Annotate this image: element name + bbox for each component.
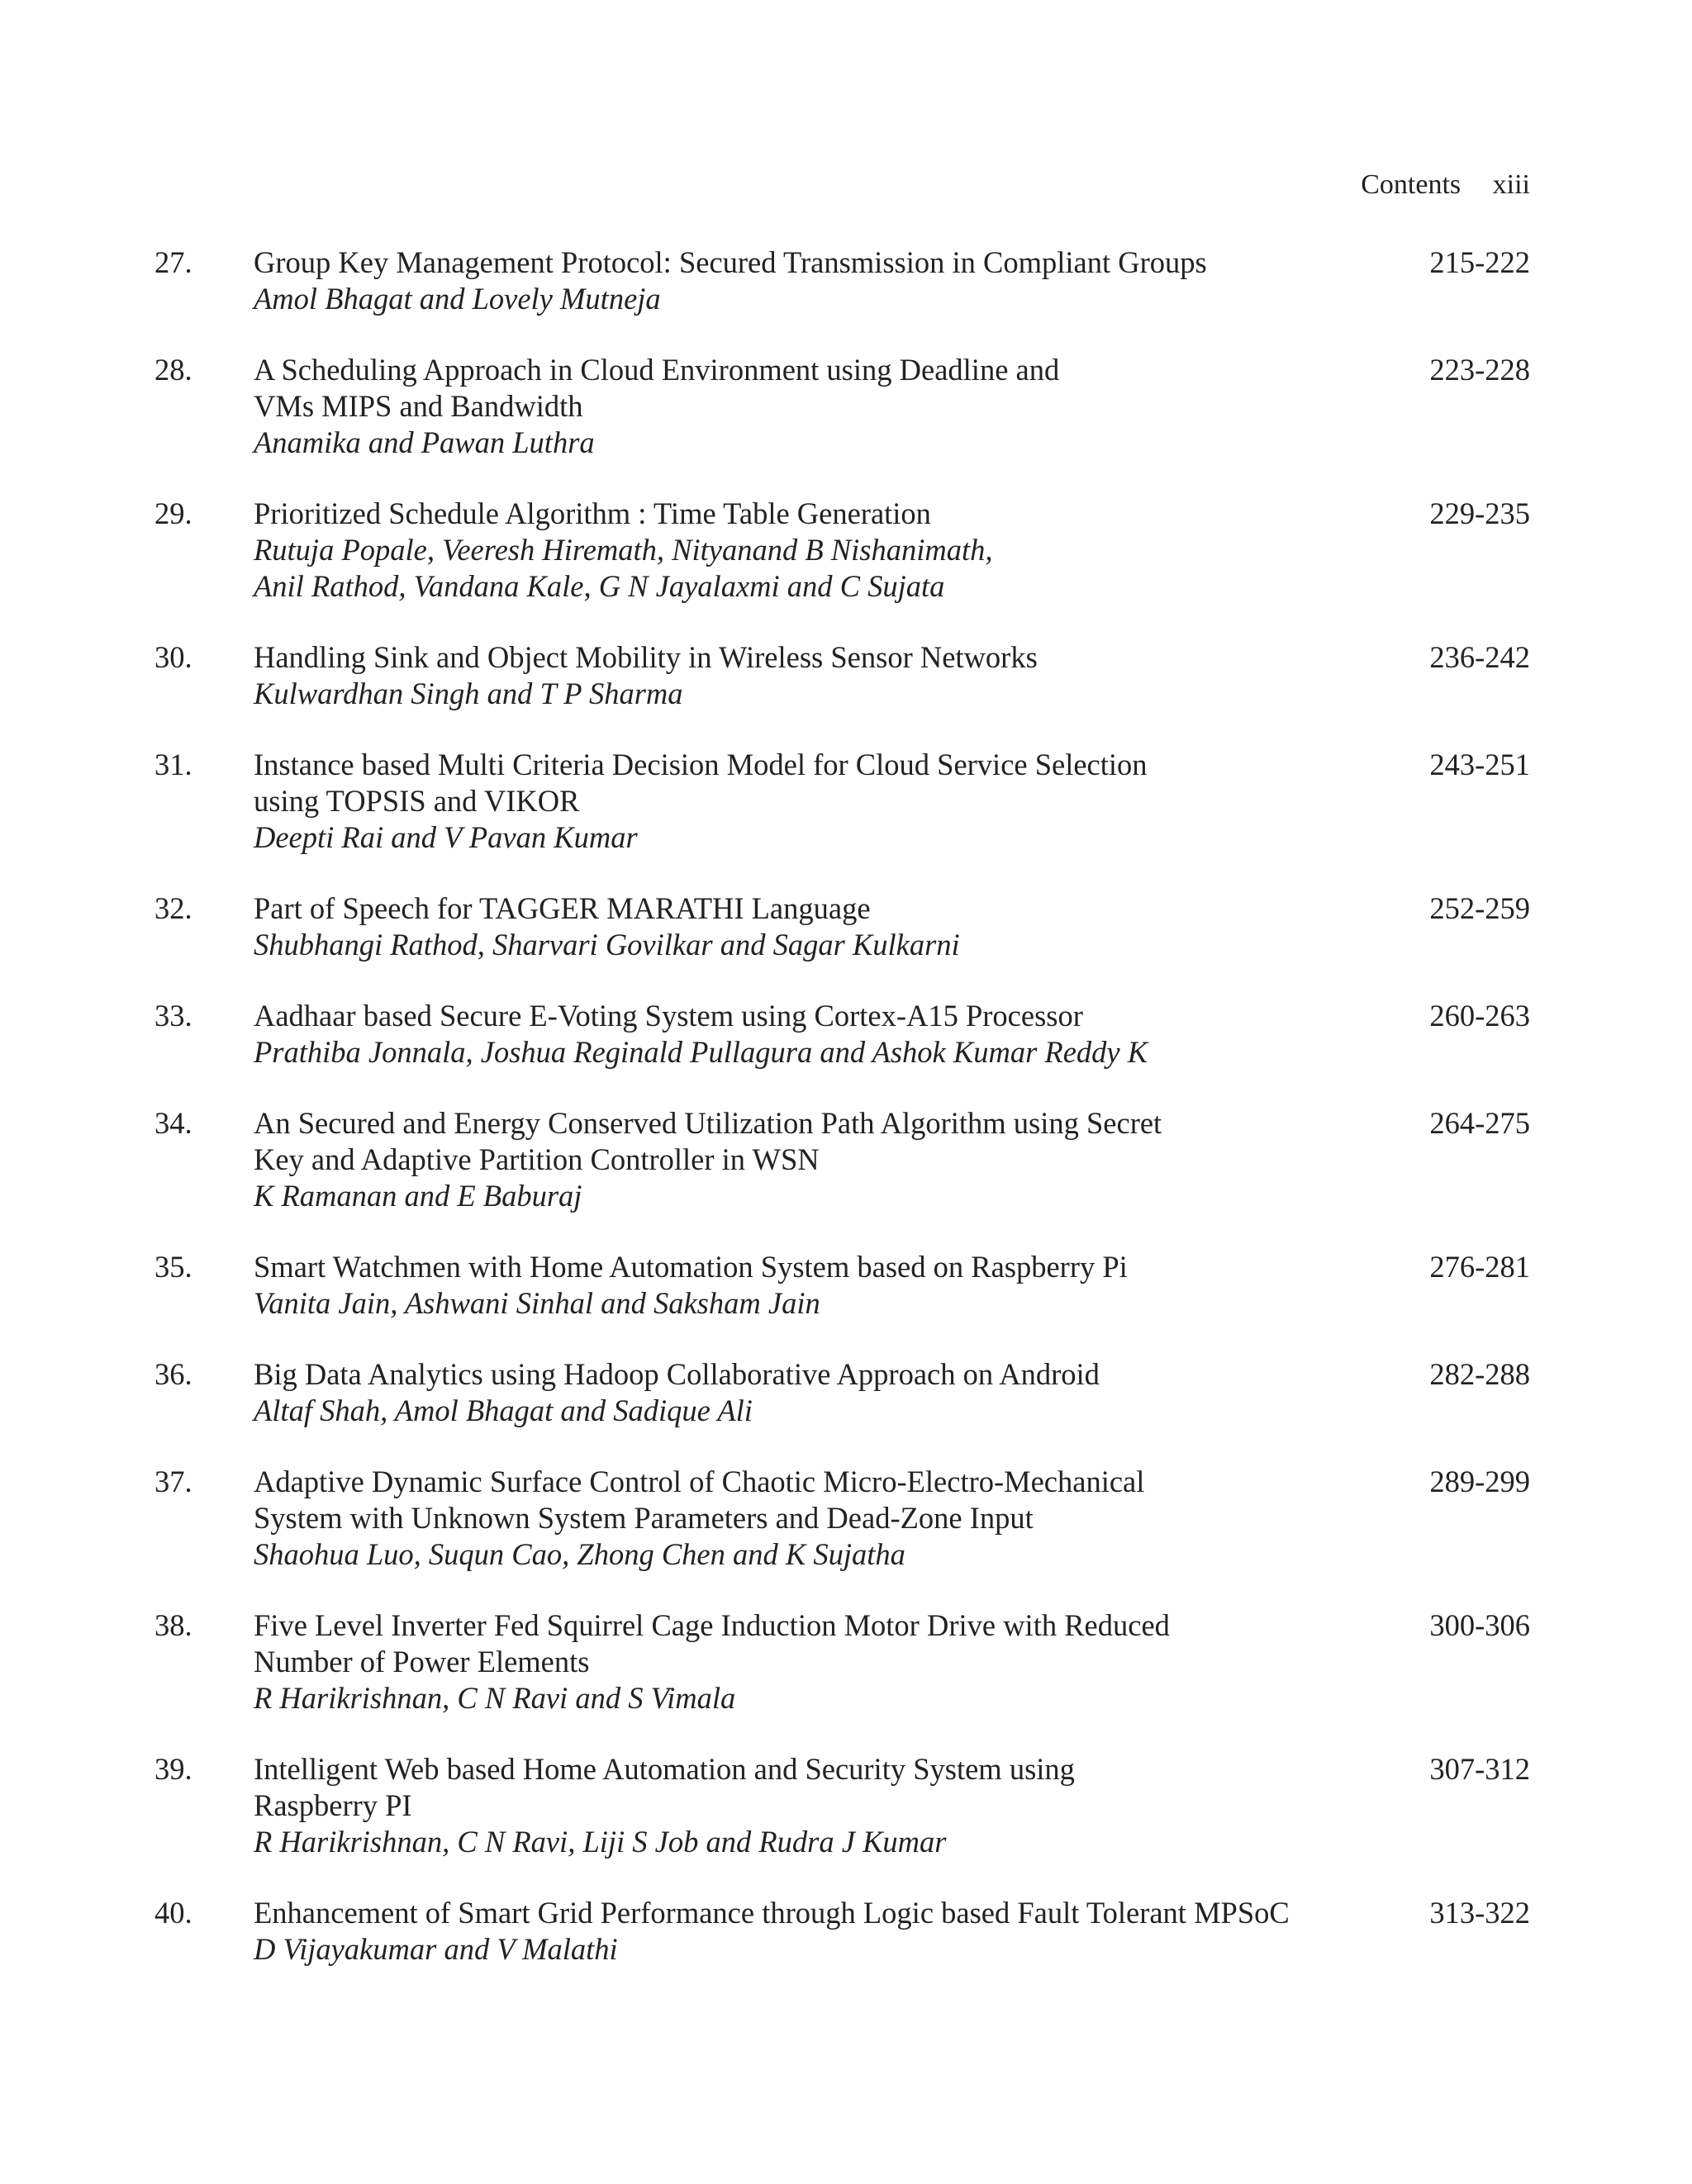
toc-entry bbox=[154, 1895, 1530, 1968]
entry-authors-line: D Vijayakumar and V Malathi bbox=[254, 1932, 618, 1966]
toc-entry bbox=[154, 245, 1530, 317]
entry-title-line: Big Data Analytics using Hadoop Collaborative Approach on Android bbox=[254, 1357, 1100, 1391]
entry-page-range: 243-251 bbox=[1429, 748, 1530, 781]
entry-authors-line: Anamika and Pawan Luthra bbox=[254, 425, 595, 459]
page-number: xiii bbox=[1492, 169, 1530, 200]
entry-authors-line: Anil Rathod, Vandana Kale, G N Jayalaxmi and C Sujata bbox=[254, 569, 945, 603]
entry-authors-line: Amol Bhagat and Lovely Mutneja bbox=[254, 282, 661, 316]
entry-number: 40. bbox=[154, 1896, 192, 1930]
entry-title-line: Enhancement of Smart Grid Performance through Logic based Fault Tolerant MPSoC bbox=[254, 1896, 1290, 1930]
entry-authors-line: R Harikrishnan, C N Ravi and S Vimala bbox=[254, 1681, 736, 1715]
running-header bbox=[1361, 165, 1530, 205]
entry-page-range: 264-275 bbox=[1429, 1106, 1530, 1140]
entry-title-line: VMs MIPS and Bandwidth bbox=[254, 389, 583, 423]
entry-authors-line: Shaohua Luo, Suqun Cao, Zhong Chen and K Sujatha bbox=[254, 1537, 905, 1571]
entry-page-range: 252-259 bbox=[1429, 891, 1530, 925]
entry-body bbox=[254, 998, 1427, 1071]
entry-page-range: 236-242 bbox=[1429, 640, 1530, 674]
toc-entry bbox=[154, 890, 1530, 963]
toc-entry bbox=[154, 639, 1530, 712]
entry-page-range: 276-281 bbox=[1429, 1250, 1530, 1284]
entry-title-line: Part of Speech for TAGGER MARATHI Language bbox=[254, 891, 871, 925]
entry-title-line: Smart Watchmen with Home Automation System based on Raspberry Pi bbox=[254, 1250, 1128, 1284]
entry-authors-line: Altaf Shah, Amol Bhagat and Sadique Ali bbox=[254, 1393, 753, 1427]
entry-title-line: Number of Power Elements bbox=[254, 1645, 590, 1678]
entry-body bbox=[254, 245, 1427, 317]
toc-entry bbox=[154, 352, 1530, 461]
entry-title-line: Aadhaar based Secure E-Voting System using Cortex-A15 Processor bbox=[254, 999, 1083, 1033]
entry-authors-line: Rutuja Popale, Veeresh Hiremath, Nityanand B Nishanimath, bbox=[254, 533, 993, 567]
entry-body bbox=[254, 1356, 1427, 1429]
toc-entry bbox=[154, 1105, 1530, 1214]
entry-number: 33. bbox=[154, 999, 192, 1033]
entry-authors-line: Prathiba Jonnala, Joshua Reginald Pullagura and Ashok Kumar Reddy K bbox=[254, 1035, 1148, 1069]
entry-authors-line: Deepti Rai and V Pavan Kumar bbox=[254, 820, 638, 854]
toc-entry bbox=[154, 747, 1530, 856]
toc-entry bbox=[154, 1356, 1530, 1429]
entry-authors-line: Kulwardhan Singh and T P Sharma bbox=[254, 677, 683, 710]
entry-title-line: Intelligent Web based Home Automation and Security System using bbox=[254, 1752, 1075, 1786]
section-title: Contents bbox=[1361, 169, 1461, 200]
entry-title-line: Group Key Management Protocol: Secured Transmission in Compliant Groups bbox=[254, 245, 1207, 279]
entry-number: 30. bbox=[154, 640, 192, 674]
entry-body bbox=[254, 1464, 1427, 1573]
entry-title-line: Five Level Inverter Fed Squirrel Cage Induction Motor Drive with Reduced bbox=[254, 1608, 1170, 1642]
entry-title-line: Key and Adaptive Partition Controller in WSN bbox=[254, 1142, 820, 1176]
entry-number: 28. bbox=[154, 353, 192, 387]
toc-entry bbox=[154, 1464, 1530, 1573]
entry-page-range: 300-306 bbox=[1429, 1608, 1530, 1642]
entry-page-range: 215-222 bbox=[1429, 245, 1530, 279]
entry-title-line: An Secured and Energy Conserved Utilization Path Algorithm using Secret bbox=[254, 1106, 1162, 1140]
entry-number: 29. bbox=[154, 496, 192, 530]
entry-number: 38. bbox=[154, 1608, 192, 1642]
toc-entry bbox=[154, 1607, 1530, 1716]
toc-entry bbox=[154, 1751, 1530, 1860]
entry-body bbox=[254, 1105, 1427, 1214]
entry-number: 34. bbox=[154, 1106, 192, 1140]
entry-title-line: Adaptive Dynamic Surface Control of Chaotic Micro-Electro-Mechanical bbox=[254, 1465, 1145, 1498]
entry-body bbox=[254, 1249, 1427, 1322]
entry-body bbox=[254, 747, 1427, 856]
entry-title-line: Handling Sink and Object Mobility in Wireless Sensor Networks bbox=[254, 640, 1038, 674]
table-of-contents bbox=[154, 245, 1530, 2002]
entry-number: 39. bbox=[154, 1752, 192, 1786]
entry-number: 36. bbox=[154, 1357, 192, 1391]
toc-entry bbox=[154, 496, 1530, 605]
entry-page-range: 229-235 bbox=[1429, 496, 1530, 530]
entry-title-line: using TOPSIS and VIKOR bbox=[254, 784, 580, 818]
entry-number: 32. bbox=[154, 891, 192, 925]
entry-body bbox=[254, 352, 1427, 461]
entry-title-line: Instance based Multi Criteria Decision Model for Cloud Service Selection bbox=[254, 748, 1148, 781]
entry-body bbox=[254, 496, 1427, 605]
entry-page-range: 307-312 bbox=[1429, 1752, 1530, 1786]
entry-body bbox=[254, 1607, 1427, 1716]
entry-body bbox=[254, 1895, 1427, 1968]
toc-entry bbox=[154, 998, 1530, 1071]
entry-body bbox=[254, 1751, 1427, 1860]
entry-number: 35. bbox=[154, 1250, 192, 1284]
entry-page-range: 313-322 bbox=[1429, 1896, 1530, 1930]
entry-number: 31. bbox=[154, 748, 192, 781]
entry-authors-line: K Ramanan and E Baburaj bbox=[254, 1179, 582, 1213]
entry-page-range: 223-228 bbox=[1429, 353, 1530, 387]
toc-entry bbox=[154, 1249, 1530, 1322]
entry-title-line: Prioritized Schedule Algorithm : Time Table Generation bbox=[254, 496, 931, 530]
entry-authors-line: R Harikrishnan, C N Ravi, Liji S Job and Rudra J Kumar bbox=[254, 1825, 947, 1859]
entry-title-line: Raspberry PI bbox=[254, 1788, 412, 1822]
entry-page-range: 289-299 bbox=[1429, 1465, 1530, 1498]
entry-authors-line: Vanita Jain, Ashwani Sinhal and Saksham Jain bbox=[254, 1286, 820, 1320]
entry-page-range: 260-263 bbox=[1429, 999, 1530, 1033]
entry-body bbox=[254, 639, 1427, 712]
entry-authors-line: Shubhangi Rathod, Sharvari Govilkar and Sagar Kulkarni bbox=[254, 928, 960, 961]
entry-number: 37. bbox=[154, 1465, 192, 1498]
entry-page-range: 282-288 bbox=[1429, 1357, 1530, 1391]
entry-title-line: A Scheduling Approach in Cloud Environment using Deadline and bbox=[254, 353, 1060, 387]
entry-number: 27. bbox=[154, 245, 192, 279]
entry-body bbox=[254, 890, 1427, 963]
entry-title-line: System with Unknown System Parameters and Dead-Zone Input bbox=[254, 1501, 1034, 1535]
